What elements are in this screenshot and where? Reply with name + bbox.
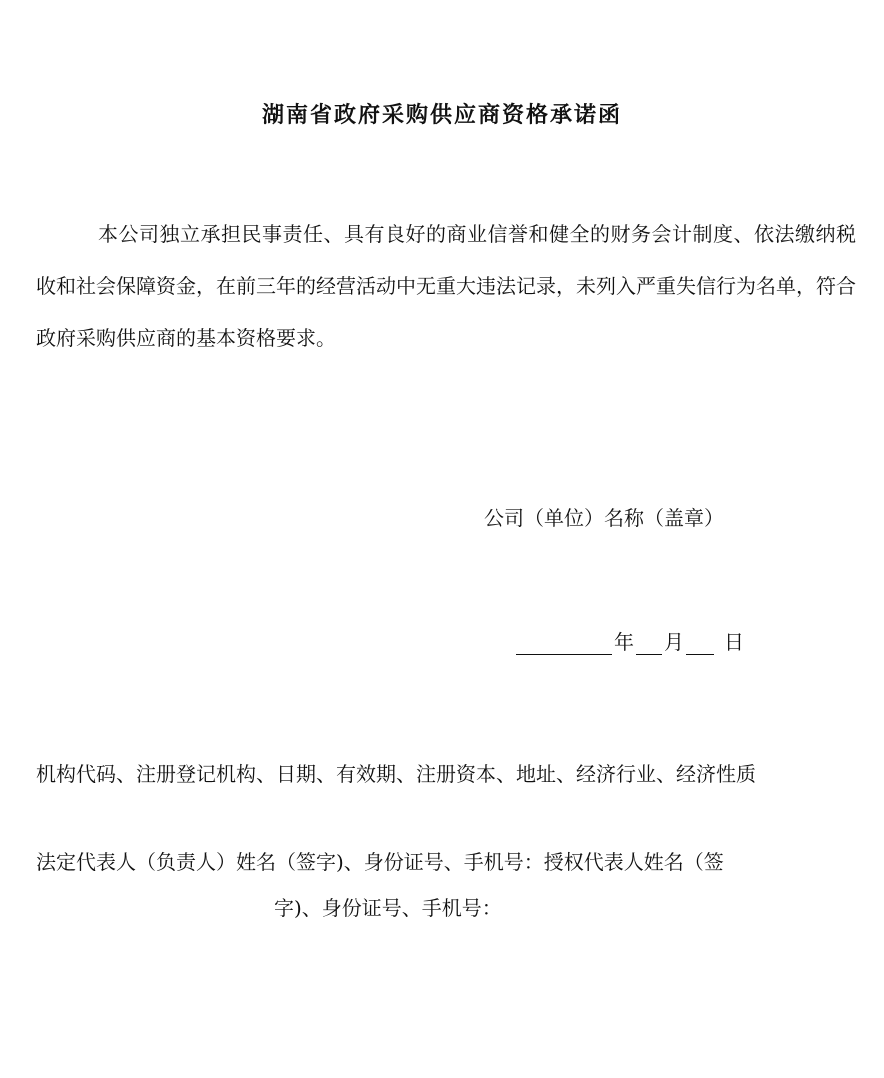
date-line (516, 626, 746, 655)
commitment-paragraph: 本公司独立承担民事责任、具有良好的商业信誉和健全的财务会计制度、依法缴纳税收和社会保障资金，在前三年的经营活动中无重大违法记录，未列入严重失信行为名单，符合政府采购供应商的基本资格要求。 (36, 222, 856, 350)
representative-info-line-1: 法定代表人（负责人）姓名（签字)、身份证号、手机号：授权代表人姓名（签 (36, 850, 724, 874)
organization-info-fields: 机构代码、注册登记机构、日期、有效期、注册资本、地址、经济行业、经济性质 (36, 762, 756, 786)
company-signature-label: 公司（单位）名称（盖章） (484, 506, 724, 530)
page-title: 湖南省政府采购供应商资格承诺函 (261, 102, 622, 128)
day-blank (686, 632, 714, 655)
month-blank (636, 632, 662, 655)
year-blank (516, 632, 612, 655)
representative-info-line-2: 字)、身份证号、手机号： (274, 896, 502, 920)
year-label: 年 (614, 630, 634, 654)
day-label: 日 (724, 630, 744, 654)
month-label: 月 (664, 630, 684, 654)
